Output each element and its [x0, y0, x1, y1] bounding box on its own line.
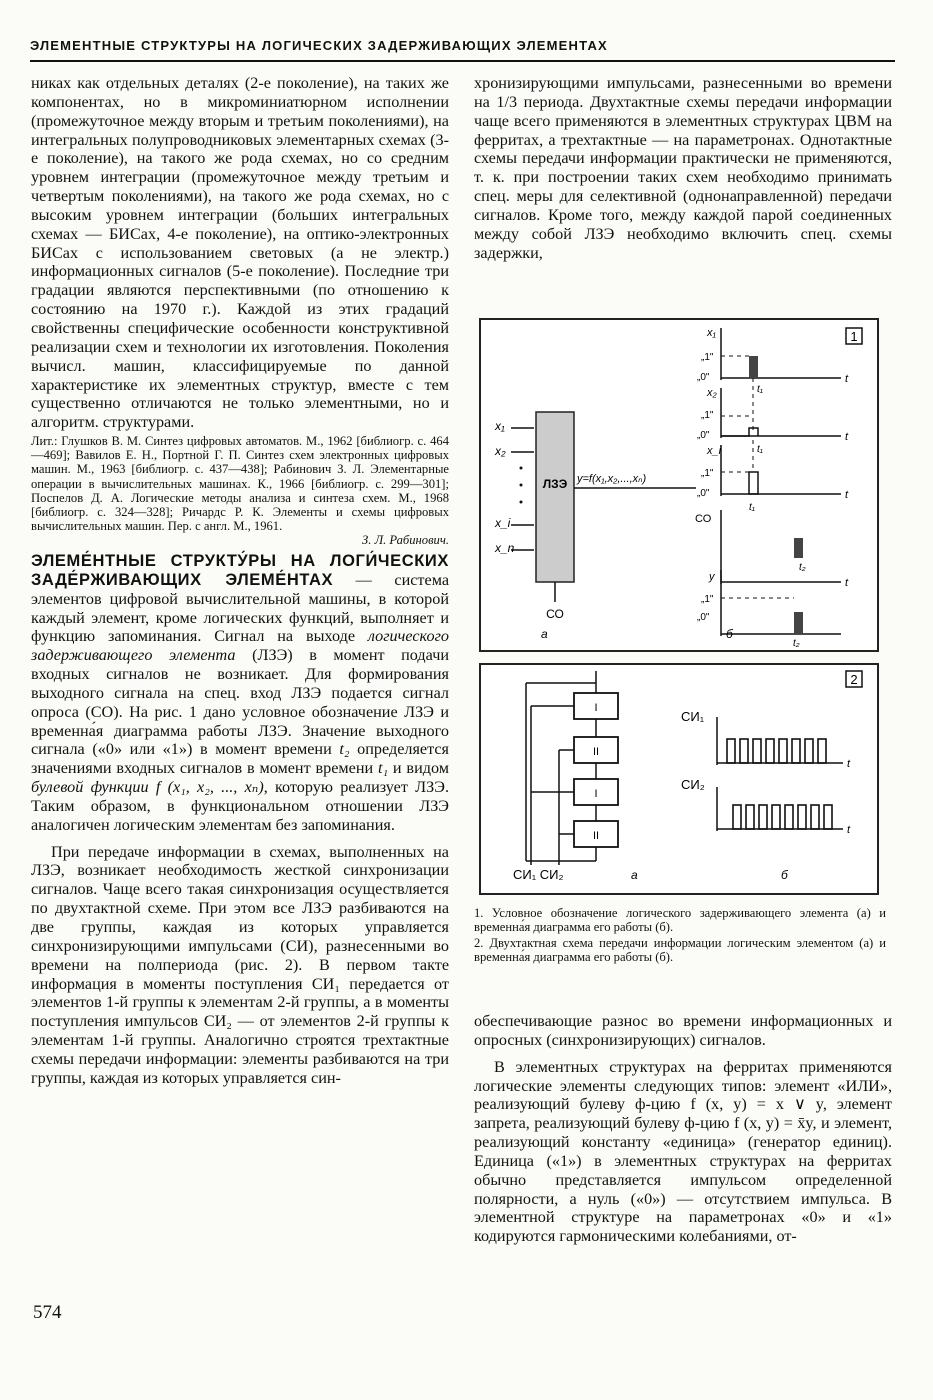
- right-column-top: [474, 74, 892, 262]
- t1-label: t₁: [757, 444, 763, 455]
- t2-label: t₂: [799, 562, 806, 573]
- input-label: x₁: [495, 419, 505, 433]
- input-label: x_n: [495, 541, 515, 555]
- pulse-y: [794, 612, 803, 634]
- caption-1: 1. Условное обозначение логического задерживающего элемента (а) и временна́я диаграмма его работы (б).: [474, 906, 886, 934]
- paragraph: В элементных структурах на ферритах применяются логические элементы следующих типов: элемент «ИЛИ», реализующий булеву ф-цию f (x, y) = x ∨ y, элемент запрета, реализующий булеву ф-цию f (x, y) = x̄y, и элемент, реализующий константу «единица» (генератор единиц). Единица («1») в элементных структурах на ферритах обычно представляется импульсом определенной полярности, а нуль («0») — отсутствием импульса. В элементной структуре на параметронах «0» и «1» кодируются гармоническими колебаниями, от-: [474, 1057, 892, 1246]
- stage-label: II: [592, 746, 600, 758]
- figure-number: 2: [850, 672, 858, 687]
- poll-label: СО: [546, 607, 564, 621]
- paragraph: При передаче информации в схемах, выполненных на ЛЗЭ, возникает необходимость жесткой синхронизации сигналов. Чаще всего такая синхронизация осуществляется по двухтактной схеме. При этом все ЛЗЭ разбиваются на две группы, каждая из которых управляется синхронизирующими импульсами (СИ), разнесенными во времени на полпериода (рис. 2). В первом такте информация в моменты поступления СИ₁ передается от элементов 1-й группы к элементам 2-й группы, а в моменты поступления импульсов СИ₂ — от элементов 2-й группы к элементам 1-й группы. Аналогично строятся трехтактные схемы передачи информации: элементы разбиваются на три группы, каждая из которых управляется син-: [31, 842, 449, 1087]
- sig-label: x_i: [707, 445, 722, 457]
- output-label: y=f(x₁,x₂,...,xₙ): [577, 473, 647, 485]
- t-label: t: [847, 758, 851, 770]
- literature-list: Лит.: Глушков В. М. Синтез цифровых автоматов. М., 1962 [библиогр. с. 464—469]; Вавилов Е. Н., Портной Г. П. Синтез схем электронных цифровых машин. М., 1963 [библиогр. с. 437—438]; Рабинович З. Л. Элементарные операции в вычислительных машинах. К., 1966 [библиогр. с. 299—301]; Поспелов Д. А. Логические методы анализа и синтеза схем. М., 1968 [библиогр. с. 324—328]; Ричардс Р. К. Элементы и схемы цифровых вычислительных машин. Пер. с англ. М., 1961. З. Л. Рабинович.: [31, 434, 449, 548]
- lze-label: ЛЗЭ: [542, 477, 568, 491]
- t-label: t: [845, 373, 849, 385]
- level-zero: „0": [697, 430, 710, 441]
- stage-label: I: [594, 788, 598, 800]
- pulse-co: [794, 538, 803, 558]
- pulse-x1: [749, 356, 758, 378]
- si2-pulses: [733, 805, 832, 829]
- lze-block: [536, 412, 574, 582]
- stage-label: I: [594, 702, 598, 714]
- sig-label: СО: [695, 513, 712, 525]
- label-a: а: [541, 627, 548, 641]
- input-arrows: [511, 428, 534, 550]
- si2-label: СИ₂: [681, 777, 705, 792]
- t1-label: t₁: [749, 502, 755, 513]
- page-number: 574: [33, 1302, 62, 1323]
- figure-2-drawing: [481, 665, 877, 893]
- header-rule: [30, 60, 895, 62]
- paragraph: обеспечивающие разнос во времени информационных и опросных (синхронизирующих) сигналов.: [474, 1012, 892, 1049]
- t-label: t: [845, 577, 849, 589]
- level-one: „1": [701, 468, 714, 479]
- t-label: t: [845, 489, 849, 501]
- figure-number: 1: [850, 329, 858, 344]
- level-zero: „0": [697, 488, 710, 499]
- level-zero: „0": [697, 372, 710, 383]
- t1-label: t₁: [757, 384, 763, 395]
- sig-label: x₂: [707, 387, 717, 399]
- caption-2: 2. Двухтактная схема передачи информации логическим элементом (а) и временна́я диаграмма его работы (б).: [474, 936, 886, 964]
- level-one: „1": [701, 410, 714, 421]
- input-label: x₂: [495, 444, 506, 458]
- level-one: „1": [701, 352, 714, 363]
- right-column-bottom: [474, 1012, 892, 1246]
- si-pair-label: СИ₁ СИ₂: [513, 867, 564, 882]
- si1-label: СИ₁: [681, 709, 705, 724]
- entry-title: ЭЛЕМЕ́НТНЫЕ СТРУКТУ́РЫ НА ЛОГИ́ЧЕСКИХ ЗАДЕ́РЖИВАЮЩИХ ЭЛЕМЕ́НТАХ: [31, 551, 449, 589]
- label-a: а: [631, 868, 638, 882]
- figure-2: [479, 663, 879, 895]
- si1-pulses: [727, 739, 826, 763]
- figure-1: [479, 318, 879, 652]
- t2-label: t₂: [793, 638, 800, 649]
- level-one: „1": [701, 594, 714, 605]
- paragraph: хронизирующими импульсами, разнесенными во времени на 1/3 периода. Двухтактные схемы передачи информации чаще всего применяются в элементных структурах ЦВМ на ферритах, а трехтактные — на параметронах. Однотактные схемы передачи информации практически не применяются, т. к. при построении таких схем необходимо принимать спец. меры для селективной (однонаправленной) передачи сигналов. Кроме того, между каждой парой соединенных между собой ЛЗЭ необходимо включить спец. схемы задержки,: [474, 74, 892, 262]
- sig-label: y: [709, 571, 715, 583]
- running-head: ЭЛЕМЕНТНЫЕ СТРУКТУРЫ НА ЛОГИЧЕСКИХ ЗАДЕРЖИВАЮЩИХ ЭЛЕМЕНТАХ: [30, 38, 608, 53]
- author: З. Л. Рабинович.: [362, 533, 449, 548]
- paragraph: никах как отдельных деталях (2-е поколение), на таких же компонентах, но в микроминиатюрном исполнении (промежуточное между вторым и третьим поколениями), на интегральных полупроводниковых элементарных схемах (3-е поколение), на такого же рода схемах, но со средним уровнем интеграции (промежуточное между третьим и четвертым поколениями), на такого же рода схемах, но с высоким уровнем интеграции (больших интегральных схемах — БИСах, 4-е поколение), на оптико-электронных БИСах с использованием световых (а не электр.) информационных сигналов (5-е поколение). Последние три градации являются перспективными (по отношению к состоянию на 1970 г.). Каждой из этих градаций свойственны специфические особенности конструктивной реализации схем и технологии их изготовления. Поколения вычисл. машин, классифицируемые по данной характеристике их элементных структур, вместе с тем существенно отличаются не только элементными, но и алгоритм. структурами.: [31, 74, 449, 432]
- left-column: [31, 74, 449, 1088]
- figure-1-drawing: [481, 320, 877, 650]
- label-b: б: [726, 627, 733, 641]
- sig-label: x₁: [707, 327, 716, 339]
- label-b: б: [781, 868, 788, 882]
- pulse-x2: [721, 428, 758, 436]
- ellipsis-dots: [520, 467, 523, 504]
- level-zero: „0": [697, 612, 710, 623]
- pulse-xi: [749, 472, 758, 494]
- t-label: t: [847, 824, 851, 836]
- stage-label: II: [592, 830, 600, 842]
- timing-axes: [721, 328, 841, 636]
- input-label: x_i: [495, 516, 511, 530]
- figure-captions: [474, 906, 886, 966]
- t-label: t: [845, 431, 849, 443]
- entry-paragraph: ЭЛЕМЕ́НТНЫЕ СТРУКТУ́РЫ НА ЛОГИ́ЧЕСКИХ ЗАДЕ́РЖИВАЮЩИХ ЭЛЕМЕ́НТАХ — система элементов цифровой вычислительной машины, в которой каждый элемент, кроме логических функций, выполняет и функцию запоминания. Сигнал на выходе логического задерживающего элемента (ЛЗЭ) в момент подачи входных сигналов не возникает. Для формирования выходного сигнала на спец. вход ЛЗЭ подается сигнал опроса (СО). На рис. 1 дано условное обозначение ЛЗЭ и временна́я диаграмма работы ЛЗЭ. Значение выходного сигнала («0» или «1») в момент времени t₂ определяется значениями входных сигналов в момент времени t₁ и видом булевой функции f (x₁, x₂, ..., xₙ), которую реализует ЛЗЭ. Таким образом, в функциональном отношении ЛЗЭ аналогичен логическим элементам без запоминания.: [31, 551, 450, 834]
